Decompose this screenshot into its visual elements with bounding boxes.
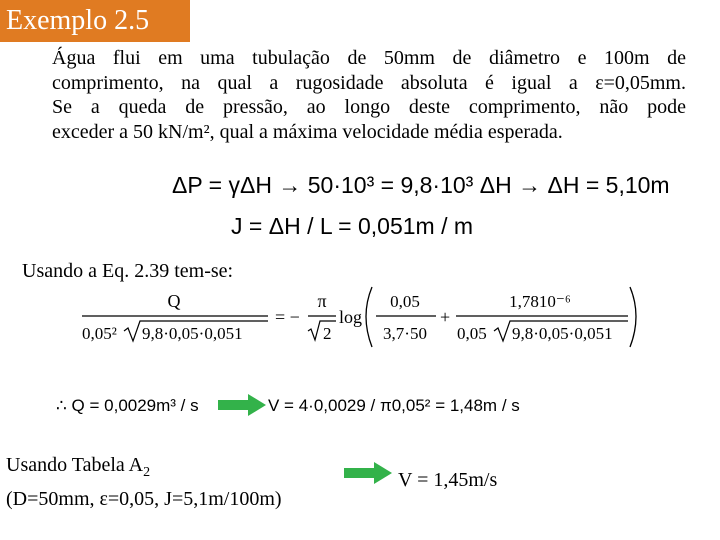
lhs-denominator-a: 0,05² xyxy=(82,324,117,343)
colebrook-flow-equation xyxy=(80,283,640,353)
pi-symbol: π xyxy=(317,291,327,311)
term1-denominator: 3,7·50 xyxy=(383,324,427,343)
problem-line: Se a queda de pressão, ao longo deste comprimento, não pode xyxy=(52,96,686,118)
term2-numerator: 1,7810⁻⁶ xyxy=(509,292,571,311)
green-arrow-1 xyxy=(218,394,266,416)
plus-sign: + xyxy=(440,307,451,327)
velocity-equation: V = 4·0,0029 / π0,05² = 1,48m / s xyxy=(268,396,520,415)
problem-statement xyxy=(52,46,686,144)
velocity-result: V = 1,45m/s xyxy=(398,469,498,491)
problem-line: Água flui em uma tubulação de 50mm de diâmetro e 100m de xyxy=(52,47,686,69)
green-arrow-2 xyxy=(344,462,392,484)
equals-minus: = − xyxy=(275,307,300,327)
left-paren xyxy=(366,287,372,347)
lhs-denominator-b: 9,8·0,05·0,051 xyxy=(142,324,243,343)
table-usage-text xyxy=(6,452,282,513)
term2-denominator-b: 9,8·0,05·0,051 xyxy=(512,324,613,343)
table-line-2: (D=50mm, ε=0,05, J=5,1m/100m) xyxy=(6,488,282,510)
log-text: log xyxy=(339,307,363,327)
flow-rate-result: ∴ Q = 0,0029m³ / s xyxy=(56,396,199,415)
sqrt2-value: 2 xyxy=(323,324,332,343)
term1-numerator: 0,05 xyxy=(390,292,420,311)
example-title: Exemplo 2.5 xyxy=(0,0,190,42)
sqrt2-sign xyxy=(308,321,336,340)
term2-denominator-a: 0,05 xyxy=(457,324,487,343)
problem-line: comprimento, na qual a rugosidade absoluta é igual a ε=0,05mm. xyxy=(52,71,686,94)
using-equation-label: Usando a Eq. 2.39 tem-se: xyxy=(22,260,234,282)
head-loss-gradient-equation: J = ΔH / L = 0,051m / m xyxy=(231,213,474,239)
lhs-numerator: Q xyxy=(167,291,181,311)
problem-line: exceder a 50 kN/m², qual a máxima velocidade média esperada. xyxy=(52,120,563,143)
pressure-equation: ΔP = γΔH → 50·10³ = 9,8·10³ ΔH → ΔH = 5,10m xyxy=(172,172,670,198)
table-line-1: Usando Tabela $A_2$ xyxy=(6,454,151,480)
right-paren xyxy=(630,287,636,347)
